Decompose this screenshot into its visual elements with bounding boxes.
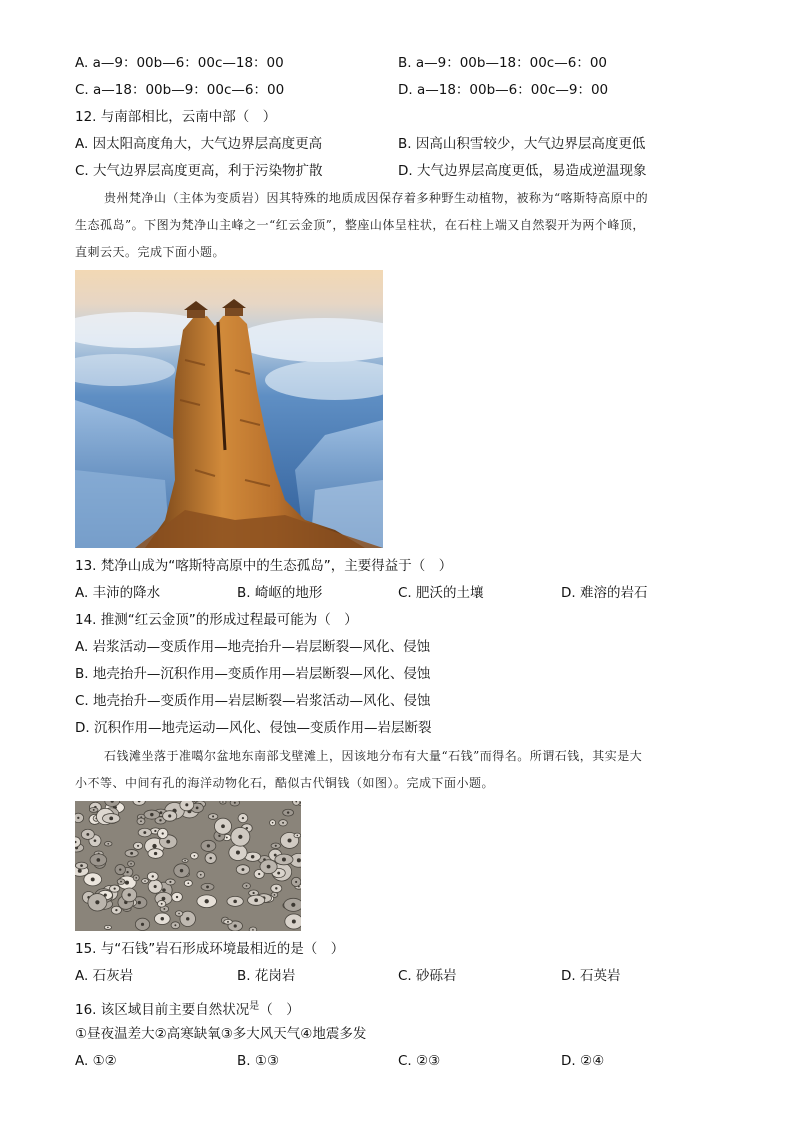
fossil-coin-hole <box>227 921 229 923</box>
fossil-coin-hole <box>194 855 196 857</box>
fossil-coin-hole <box>78 869 82 873</box>
q16-option-c: C. ②③ <box>398 1053 441 1069</box>
fossil-coin-hole <box>114 888 116 890</box>
fossil-coin-hole <box>297 835 299 837</box>
q13-option-d: D. 难溶的岩石 <box>561 585 648 601</box>
fossil-coin-hole <box>130 863 132 865</box>
fossil-coin-hole <box>97 858 101 862</box>
fossil-coin-hole <box>162 897 166 901</box>
fossil-coin-hole <box>161 903 163 905</box>
fossil-coin-hole <box>107 843 109 845</box>
fossil-coin-hole <box>196 806 199 809</box>
q11-option-b: B. a—9：00b—18：00c—6：00 <box>398 55 607 71</box>
fossil-coin-hole <box>168 814 171 817</box>
q15-option-a: A. 石灰岩 <box>75 968 134 984</box>
q16-option-d: D. ②④ <box>561 1053 605 1069</box>
fossil-coin-hole <box>251 855 254 858</box>
fossil-coin-hole <box>274 854 277 857</box>
q15-option-b: B. 花岗岩 <box>237 968 296 984</box>
q12-stem: 12. 与南部相比，云南中部（ ） <box>75 109 277 125</box>
fossil-coin-hole <box>94 839 97 842</box>
stone-coin-photo <box>75 801 301 931</box>
fossil-coin-hole <box>234 924 237 927</box>
q16-stem-end: （ ） <box>259 1002 300 1018</box>
fossil-coin-hole <box>254 898 258 902</box>
fossil-coin-hole <box>162 888 166 892</box>
passage1-line1: 贵州梵净山（主体为变质岩）因其特殊的地质成因保存着多种野生动植物，被称为“喀斯特高原中的 <box>104 191 649 205</box>
fossil-coin-hole <box>143 831 146 834</box>
fossil-coin-hole <box>135 877 137 879</box>
fanjingshan-photo <box>75 270 383 548</box>
stone-coin-illustration <box>75 801 301 931</box>
passage2-line2: 小不等、中间有孔的海洋动物化石，酷似古代铜钱（如图）。完成下面小题。 <box>75 776 495 790</box>
fossil-coin-hole <box>252 892 254 894</box>
fossil-coin-hole <box>205 899 209 903</box>
fossil-coin-hole <box>295 881 297 883</box>
q16-option-b: B. ①③ <box>237 1053 280 1069</box>
fossil-coin-hole <box>226 837 228 839</box>
q14-option-c: C. 地壳抬升—变质作用—岩层断裂—岩浆活动—风化、侵蚀 <box>75 693 431 709</box>
fossil-coin-hole <box>178 913 180 915</box>
q12-option-d: D. 大气边界层高度更低，易造成逆温现象 <box>398 163 647 179</box>
fossil-coin-hole <box>137 845 139 847</box>
fossil-coin-hole <box>291 903 295 907</box>
q15-option-c: C. 砂砾岩 <box>398 968 457 984</box>
fossil-coin-hole <box>176 896 178 898</box>
fossil-coin-hole <box>277 872 280 875</box>
fossil-coin-hole <box>77 817 79 819</box>
fossil-coin-hole <box>222 801 224 803</box>
q16-stem-main: 16. 该区域目前主要自然状况 <box>75 1002 250 1018</box>
fossil-coin-hole <box>186 917 189 920</box>
q16-option-a: A. ①② <box>75 1053 117 1069</box>
fossil-coin-hole <box>267 865 271 869</box>
q13-option-c: C. 肥沃的土壤 <box>398 585 484 601</box>
q14-option-d: D. 沉积作用—地壳运动—风化、侵蚀—变质作用—岩层断裂 <box>75 720 432 736</box>
fossil-coin-hole <box>275 845 277 847</box>
fossil-coin-hole <box>152 875 154 877</box>
fossil-coin-hole <box>252 929 254 931</box>
fossil-coin-hole <box>141 923 144 926</box>
q13-option-a: A. 丰沛的降水 <box>75 585 161 601</box>
fossil-coin-hole <box>221 824 225 828</box>
fossil-coin-hole <box>169 881 171 883</box>
fossil-coin-hole <box>288 838 292 842</box>
q13-stem: 13. 梵净山成为“喀斯特高原中的生态孤岛”，主要得益于（ ） <box>75 558 453 574</box>
fossil-coin-hole <box>238 835 242 839</box>
fossil-coin-hole <box>236 851 240 855</box>
fossil-coin-hole <box>120 881 122 883</box>
fossil-coin-hole <box>174 924 176 926</box>
fossil-coin-hole <box>126 871 128 873</box>
fossil-coin-hole <box>162 832 164 834</box>
fossil-coin-hole <box>246 885 248 887</box>
fossil-coin-hole <box>234 802 236 804</box>
fossil-coin-hole <box>241 868 244 871</box>
q11-option-a: A. a—9：00b—6：00c—18：00 <box>75 55 284 71</box>
fossil-coin-hole <box>95 900 99 904</box>
fossil-coin-hole <box>166 840 170 844</box>
q13-option-b: B. 崎岖的地形 <box>237 585 323 601</box>
fossil-coin-hole <box>154 852 157 855</box>
fossil-coin-hole <box>275 887 277 889</box>
fossil-coin-hole <box>233 900 237 904</box>
fossil-coin-hole <box>109 816 113 820</box>
fossil-coin-hole <box>282 822 284 824</box>
q16-stem-sup: 是 <box>249 1001 260 1012</box>
fossil-coin-hole <box>292 920 296 924</box>
fossil-coin-hole <box>130 852 133 855</box>
fossil-coin-hole <box>206 886 209 889</box>
fossil-coin-hole <box>86 833 89 836</box>
q12-option-c: C. 大气边界层高度更高，利于污染物扩散 <box>75 163 323 179</box>
q12-option-b: B. 因高山积雪较少，大气边界层高度更低 <box>398 136 646 152</box>
q11-option-c: C. a—18：00b—9：00c—6：00 <box>75 82 285 98</box>
fossil-coin-hole <box>185 803 188 806</box>
passage1-line2: 生态孤岛”。下图为梵净山主峰之一“红云金顶”，整座山体呈柱状，在石柱上端又自然裂开为两个峰顶， <box>75 218 645 232</box>
fossil-coin-hole <box>274 894 276 896</box>
fossil-coin-hole <box>128 893 131 896</box>
fossil-coin-hole <box>140 820 142 822</box>
fossil-coin-hole <box>125 881 129 885</box>
fossil-coin-hole <box>150 813 153 816</box>
fossil-coin-hole <box>258 873 260 875</box>
fanjingshan-illustration <box>75 270 383 548</box>
q15-stem: 15. 与“石钱”岩石形成环境最相近的是（ ） <box>75 941 345 957</box>
fossil-coin-hole <box>187 882 189 884</box>
fossil-coin-hole <box>119 868 121 870</box>
q14-option-a: A. 岩浆活动—变质作用—地壳抬升—岩层断裂—风化、侵蚀 <box>75 639 431 655</box>
fossil-coin-hole <box>144 880 146 882</box>
fossil-coin-hole <box>154 885 157 888</box>
fossil-coin-hole <box>93 809 95 811</box>
fossil-coin-hole <box>154 830 156 832</box>
fossil-coin-hole <box>200 874 202 876</box>
fossil-coin-hole <box>91 877 95 881</box>
fossil-coin-hole <box>161 917 164 920</box>
q12-option-a: A. 因太阳高度角大，大气边界层高度更高 <box>75 136 323 152</box>
passage1-line3: 直刺云天。完成下面小题。 <box>75 245 226 259</box>
q11-option-d: D. a—18：00b—6：00c—9：00 <box>398 82 609 98</box>
q16-items: ①昼夜温差大②高寒缺氧③多大风天气④地震多发 <box>75 1026 367 1042</box>
fossil-coin-hole <box>180 869 183 872</box>
q14-option-b: B. 地壳抬升—沉积作用—变质作用—岩层断裂—风化、侵蚀 <box>75 666 431 682</box>
fossil-coin-hole <box>107 927 109 929</box>
fossil-coin-hole <box>115 909 117 911</box>
fossil-coin-hole <box>152 844 156 848</box>
fossil-coin-hole <box>272 822 274 824</box>
fossil-coin-hole <box>287 811 289 813</box>
fossil-coin-hole <box>212 815 214 817</box>
fossil-coin-hole <box>159 819 161 821</box>
fossil-coin-hole <box>218 835 220 837</box>
fossil-coin-hole <box>80 864 83 867</box>
fossil-coin-hole <box>163 908 165 910</box>
fossil-coin-hole <box>282 857 286 861</box>
passage2-line1: 石钱滩坐落于准噶尔盆地东南部戈壁滩上，因该地分布有大量“石钱”而得名。所谓石钱，其实是大 <box>104 749 643 763</box>
fossil-coin-hole <box>209 857 211 859</box>
q14-stem: 14. 推测“红云金顶”的形成过程最可能为（ ） <box>75 612 358 628</box>
q16-stem <box>75 997 300 1020</box>
q15-option-d: D. 石英岩 <box>561 968 621 984</box>
fossil-coin-hole <box>184 860 186 862</box>
fossil-coin-hole <box>207 844 210 847</box>
fossil-coin-hole <box>138 901 141 904</box>
fossil-coin-hole <box>297 858 301 862</box>
fossil-coin-hole <box>242 817 244 819</box>
